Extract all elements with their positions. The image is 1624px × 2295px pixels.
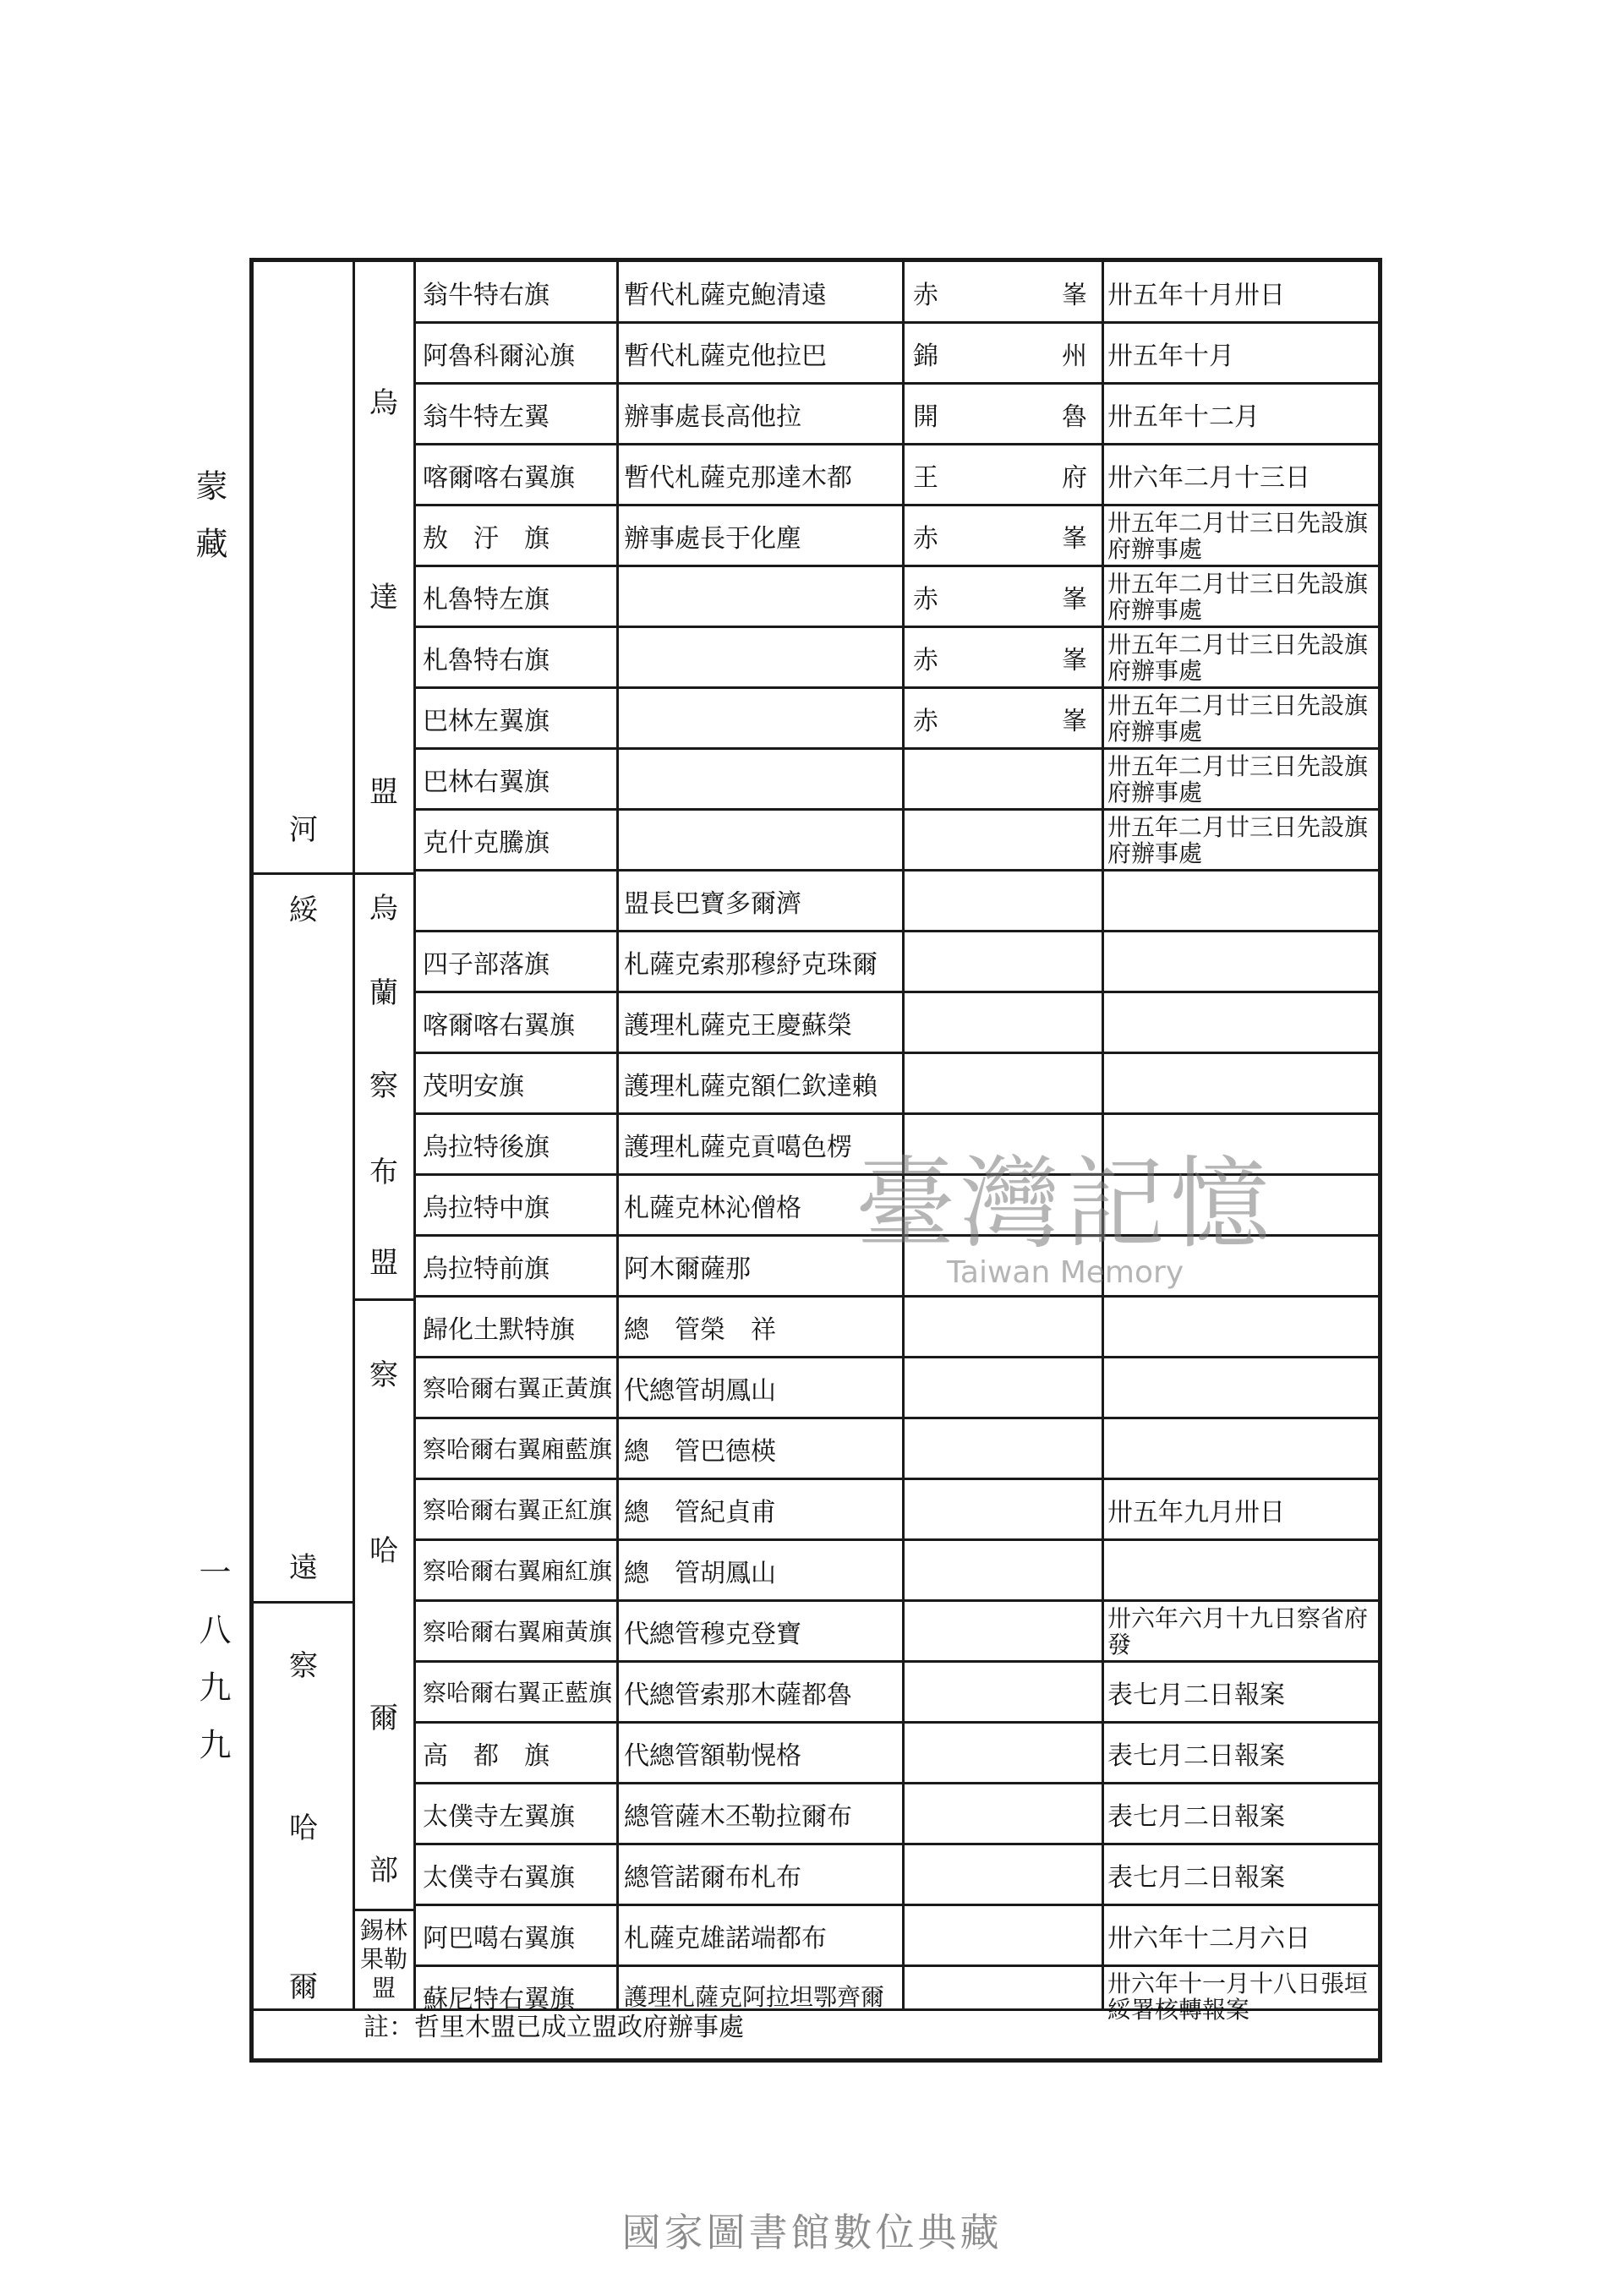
league-ulanqab [353,872,414,1298]
official-name [617,688,900,749]
banner-name: 歸化土默特旗 [423,1315,575,1345]
banner-name: 烏拉特中旗 [423,1194,550,1223]
table-row [414,871,1382,932]
league-char: 察 [369,1069,398,1103]
banner-name: 四子部落旗 [423,950,550,980]
league-char: 達 [369,581,398,615]
banner-name: 太僕寺左翼旗 [423,1802,575,1832]
established-date [1102,1418,1378,1479]
established-date: 卅五年二月廿三日先設旗府辦事處 [1107,631,1369,685]
location [903,688,1097,749]
library-footer: 國家圖書館數位典藏 [621,2210,1003,2255]
banner-name: 察哈爾右翼廂藍旗 [423,1434,613,1463]
table-row [414,932,1382,992]
location [903,1784,1097,1844]
banner-name: 喀爾喀右翼旗 [423,1011,575,1041]
established-date [1102,1540,1378,1601]
table-row [414,992,1382,1053]
table-row [414,1784,1382,1844]
established-date [1102,932,1378,992]
province-char: 爾 [289,1970,318,2004]
banner-name: 巴林右翼旗 [423,768,550,797]
established-date: 卅六年十一月十八日張垣綏署核轉報案 [1107,1970,1369,2024]
official-name: 辦事處長高他拉 [624,402,801,432]
official-name: 護理札薩克額仁欽達賴 [624,1072,878,1101]
banner-name: 察哈爾右翼廂紅旗 [423,1556,613,1585]
table-row [414,749,1382,810]
location [903,1418,1097,1479]
location [903,323,1097,384]
official-name: 代總管穆克登寶 [624,1620,801,1649]
location [903,810,1097,871]
side-label: 蒙藏 [190,469,227,584]
established-date [1102,992,1378,1053]
table-row [414,1905,1382,1966]
official-name: 總 管榮 祥 [624,1315,776,1345]
table-row [414,1662,1382,1723]
banner-name: 敖 汙 旗 [423,524,550,554]
established-date [1102,1236,1378,1297]
league-char: 錫林 [359,1916,407,1944]
established-date: 表七月二日報案 [1107,1802,1285,1832]
location [903,1175,1097,1236]
location-char: 魯 [1062,402,1087,432]
official-name: 盟長巴寶多爾濟 [624,889,801,919]
location [903,932,1097,992]
established-date: 表七月二日報案 [1107,1863,1285,1893]
banner-name: 阿魯科爾沁旗 [423,342,575,371]
location [903,1662,1097,1723]
established-date: 卅五年十月卅日 [1107,281,1285,310]
banner-name: 察哈爾右翼正藍旗 [423,1678,613,1707]
location [903,505,1097,566]
province-rehe [254,262,353,872]
banner-name: 札魯特右旗 [423,646,550,675]
banner-name: 察哈爾右翼正紅旗 [423,1495,613,1524]
location-char: 府 [1062,463,1087,493]
banner-name: 察哈爾右翼正黃旗 [423,1374,613,1402]
banner-name: 烏拉特前旗 [423,1254,550,1284]
league-char: 盟 [369,1246,398,1280]
established-date: 卅五年二月廿三日先設旗府辦事處 [1107,691,1369,746]
location [903,627,1097,688]
official-name: 總 管巴德楧 [624,1437,776,1467]
location [903,1297,1097,1358]
established-date [1102,1175,1378,1236]
table-row [414,1236,1382,1297]
table-row [414,1175,1382,1236]
banner-name: 察哈爾右翼廂黃旗 [423,1617,613,1646]
table-row [414,1418,1382,1479]
established-date: 卅六年二月十三日 [1107,463,1310,493]
table-row [414,1479,1382,1540]
location [903,1601,1097,1662]
table-row [414,1297,1382,1358]
league-char: 哈 [369,1534,398,1568]
official-name: 總管薩木丕勒拉爾布 [624,1802,852,1832]
location [903,1844,1097,1905]
official-name [617,627,900,688]
table-row [414,1358,1382,1418]
location-char: 王 [913,463,938,493]
province-char: 綏 [289,893,318,927]
province-suiyuan [254,872,353,1601]
official-name: 暫代札薩克鮑清遠 [624,281,827,310]
table-row [414,1114,1382,1175]
location [903,1966,1097,2027]
location [903,262,1097,323]
location-char: 州 [1062,342,1087,371]
province-char: 河 [289,813,318,847]
official-name: 代總管索那木薩都魯 [624,1680,852,1710]
location [903,1540,1097,1601]
league-char: 烏 [369,892,398,926]
table-row [414,384,1382,445]
established-date [1102,871,1378,932]
table-row [414,688,1382,749]
official-name: 札薩克索那穆紓克珠爾 [624,950,878,980]
table-row [414,1601,1382,1662]
league-char: 果勒 [359,1945,407,1973]
location-char: 開 [913,402,938,432]
location-char: 峯 [1062,281,1087,310]
location-char: 赤 [913,281,938,310]
location [903,749,1097,810]
established-date: 表七月二日報案 [1107,1680,1285,1710]
established-date: 卅五年二月廿三日先設旗府辦事處 [1107,570,1369,624]
location-char: 赤 [913,707,938,736]
table-row [414,323,1382,384]
location-char: 峯 [1062,707,1087,736]
location-char: 赤 [913,524,938,554]
table-row [414,1844,1382,1905]
official-name: 總 管紀貞甫 [624,1498,776,1527]
established-date: 卅五年二月廿三日先設旗府辦事處 [1107,509,1369,563]
banner-name: 翁牛特右旗 [423,281,550,310]
location [903,871,1097,932]
league-chahar-department [353,1298,414,1909]
table-row [414,627,1382,688]
official-name [617,566,900,627]
banner-name: 阿巴噶右翼旗 [423,1924,575,1953]
location [903,445,1097,505]
established-date: 表七月二日報案 [1107,1741,1285,1771]
province-char: 察 [289,1649,318,1683]
table-row [414,810,1382,871]
established-date [1102,1358,1378,1418]
banner-name: 巴林左翼旗 [423,707,550,736]
watermark-english: Taiwan Memory [946,1255,1184,1290]
table-row [414,1053,1382,1114]
official-name: 辦事處長于化塵 [624,524,801,554]
established-date: 卅五年十月 [1107,342,1234,371]
location [903,1236,1097,1297]
location [903,1053,1097,1114]
established-date: 卅五年九月卅日 [1107,1498,1285,1527]
province-char: 遠 [289,1551,318,1585]
watermark-chinese: 臺灣記憶 [855,1145,1275,1262]
league-char: 盟 [369,775,398,809]
established-date: 卅六年十二月六日 [1107,1924,1310,1953]
official-name: 代總管胡鳳山 [624,1376,776,1406]
location-char: 峯 [1062,585,1087,615]
location [903,384,1097,445]
league-juuuda [353,262,414,872]
registry-table [249,258,1382,2063]
official-name: 暫代札薩克他拉巴 [624,342,827,371]
location-char: 赤 [913,646,938,675]
official-name: 護理札薩克貢噶色楞 [624,1133,852,1162]
official-name: 代總管額勒愰格 [624,1741,801,1771]
official-name [617,810,900,871]
established-date: 卅五年二月廿三日先設旗府辦事處 [1107,813,1369,867]
official-name: 總管諾爾布札布 [624,1863,801,1893]
table-row [414,1540,1382,1601]
league-char: 烏 [369,386,398,420]
location [903,1723,1097,1784]
location [903,1114,1097,1175]
province-char: 哈 [289,1811,318,1845]
banner-name: 克什克騰旗 [423,828,550,858]
location-char: 峯 [1062,524,1087,554]
established-date: 卅五年十二月 [1107,402,1260,432]
official-name: 札薩克林沁僧格 [624,1194,801,1223]
table-row [414,566,1382,627]
location [903,1479,1097,1540]
location [903,566,1097,627]
page-number: 一八九九 [194,1555,231,1785]
official-name: 暫代札薩克那達木都 [624,463,852,493]
banner-name: 翁牛特左翼 [423,402,550,432]
official-name [617,749,900,810]
official-name: 阿木爾薩那 [624,1254,751,1284]
established-date [1102,1114,1378,1175]
league-xilingol [353,1909,414,2010]
banner-name: 蘇尼特右翼旗 [423,1985,575,2014]
location [903,992,1097,1053]
league-char: 察 [369,1358,398,1392]
location [903,1358,1097,1418]
table-row [414,262,1382,323]
established-date: 卅五年二月廿三日先設旗府辦事處 [1107,752,1369,806]
banner-name: 喀爾喀右翼旗 [423,463,575,493]
location-char: 赤 [913,585,938,615]
location-char: 峯 [1062,646,1087,675]
province-chahar [254,1601,353,2010]
official-name: 護理札薩克王慶蘇榮 [624,1011,852,1041]
banner-name: 太僕寺右翼旗 [423,1863,575,1893]
banner-name [418,871,614,932]
footnote: 註：哲里木盟已成立盟政府辦事處 [364,2013,744,2042]
league-char: 蘭 [369,976,398,1010]
banner-name: 高 都 旗 [423,1741,550,1771]
table-row [414,445,1382,505]
established-date: 卅六年六月十九日察省府發 [1107,1604,1369,1658]
table-row [414,505,1382,566]
official-name: 護理札薩克阿拉坦鄂齊爾 [624,1982,885,2011]
banner-name: 烏拉特後旗 [423,1133,550,1162]
table-row [414,1723,1382,1784]
location-char: 錦 [913,342,938,371]
league-char: 布 [369,1156,398,1189]
league-char: 爾 [369,1702,398,1735]
established-date [1102,1297,1378,1358]
banner-name: 札魯特左旗 [423,585,550,615]
official-name: 札薩克雄諾端都布 [624,1924,827,1953]
league-char: 部 [369,1854,398,1888]
location [903,1905,1097,1966]
league-char: 盟 [371,1974,396,2002]
established-date [1102,1053,1378,1114]
banner-name: 茂明安旗 [423,1072,524,1101]
official-name: 總 管胡鳳山 [624,1559,776,1588]
